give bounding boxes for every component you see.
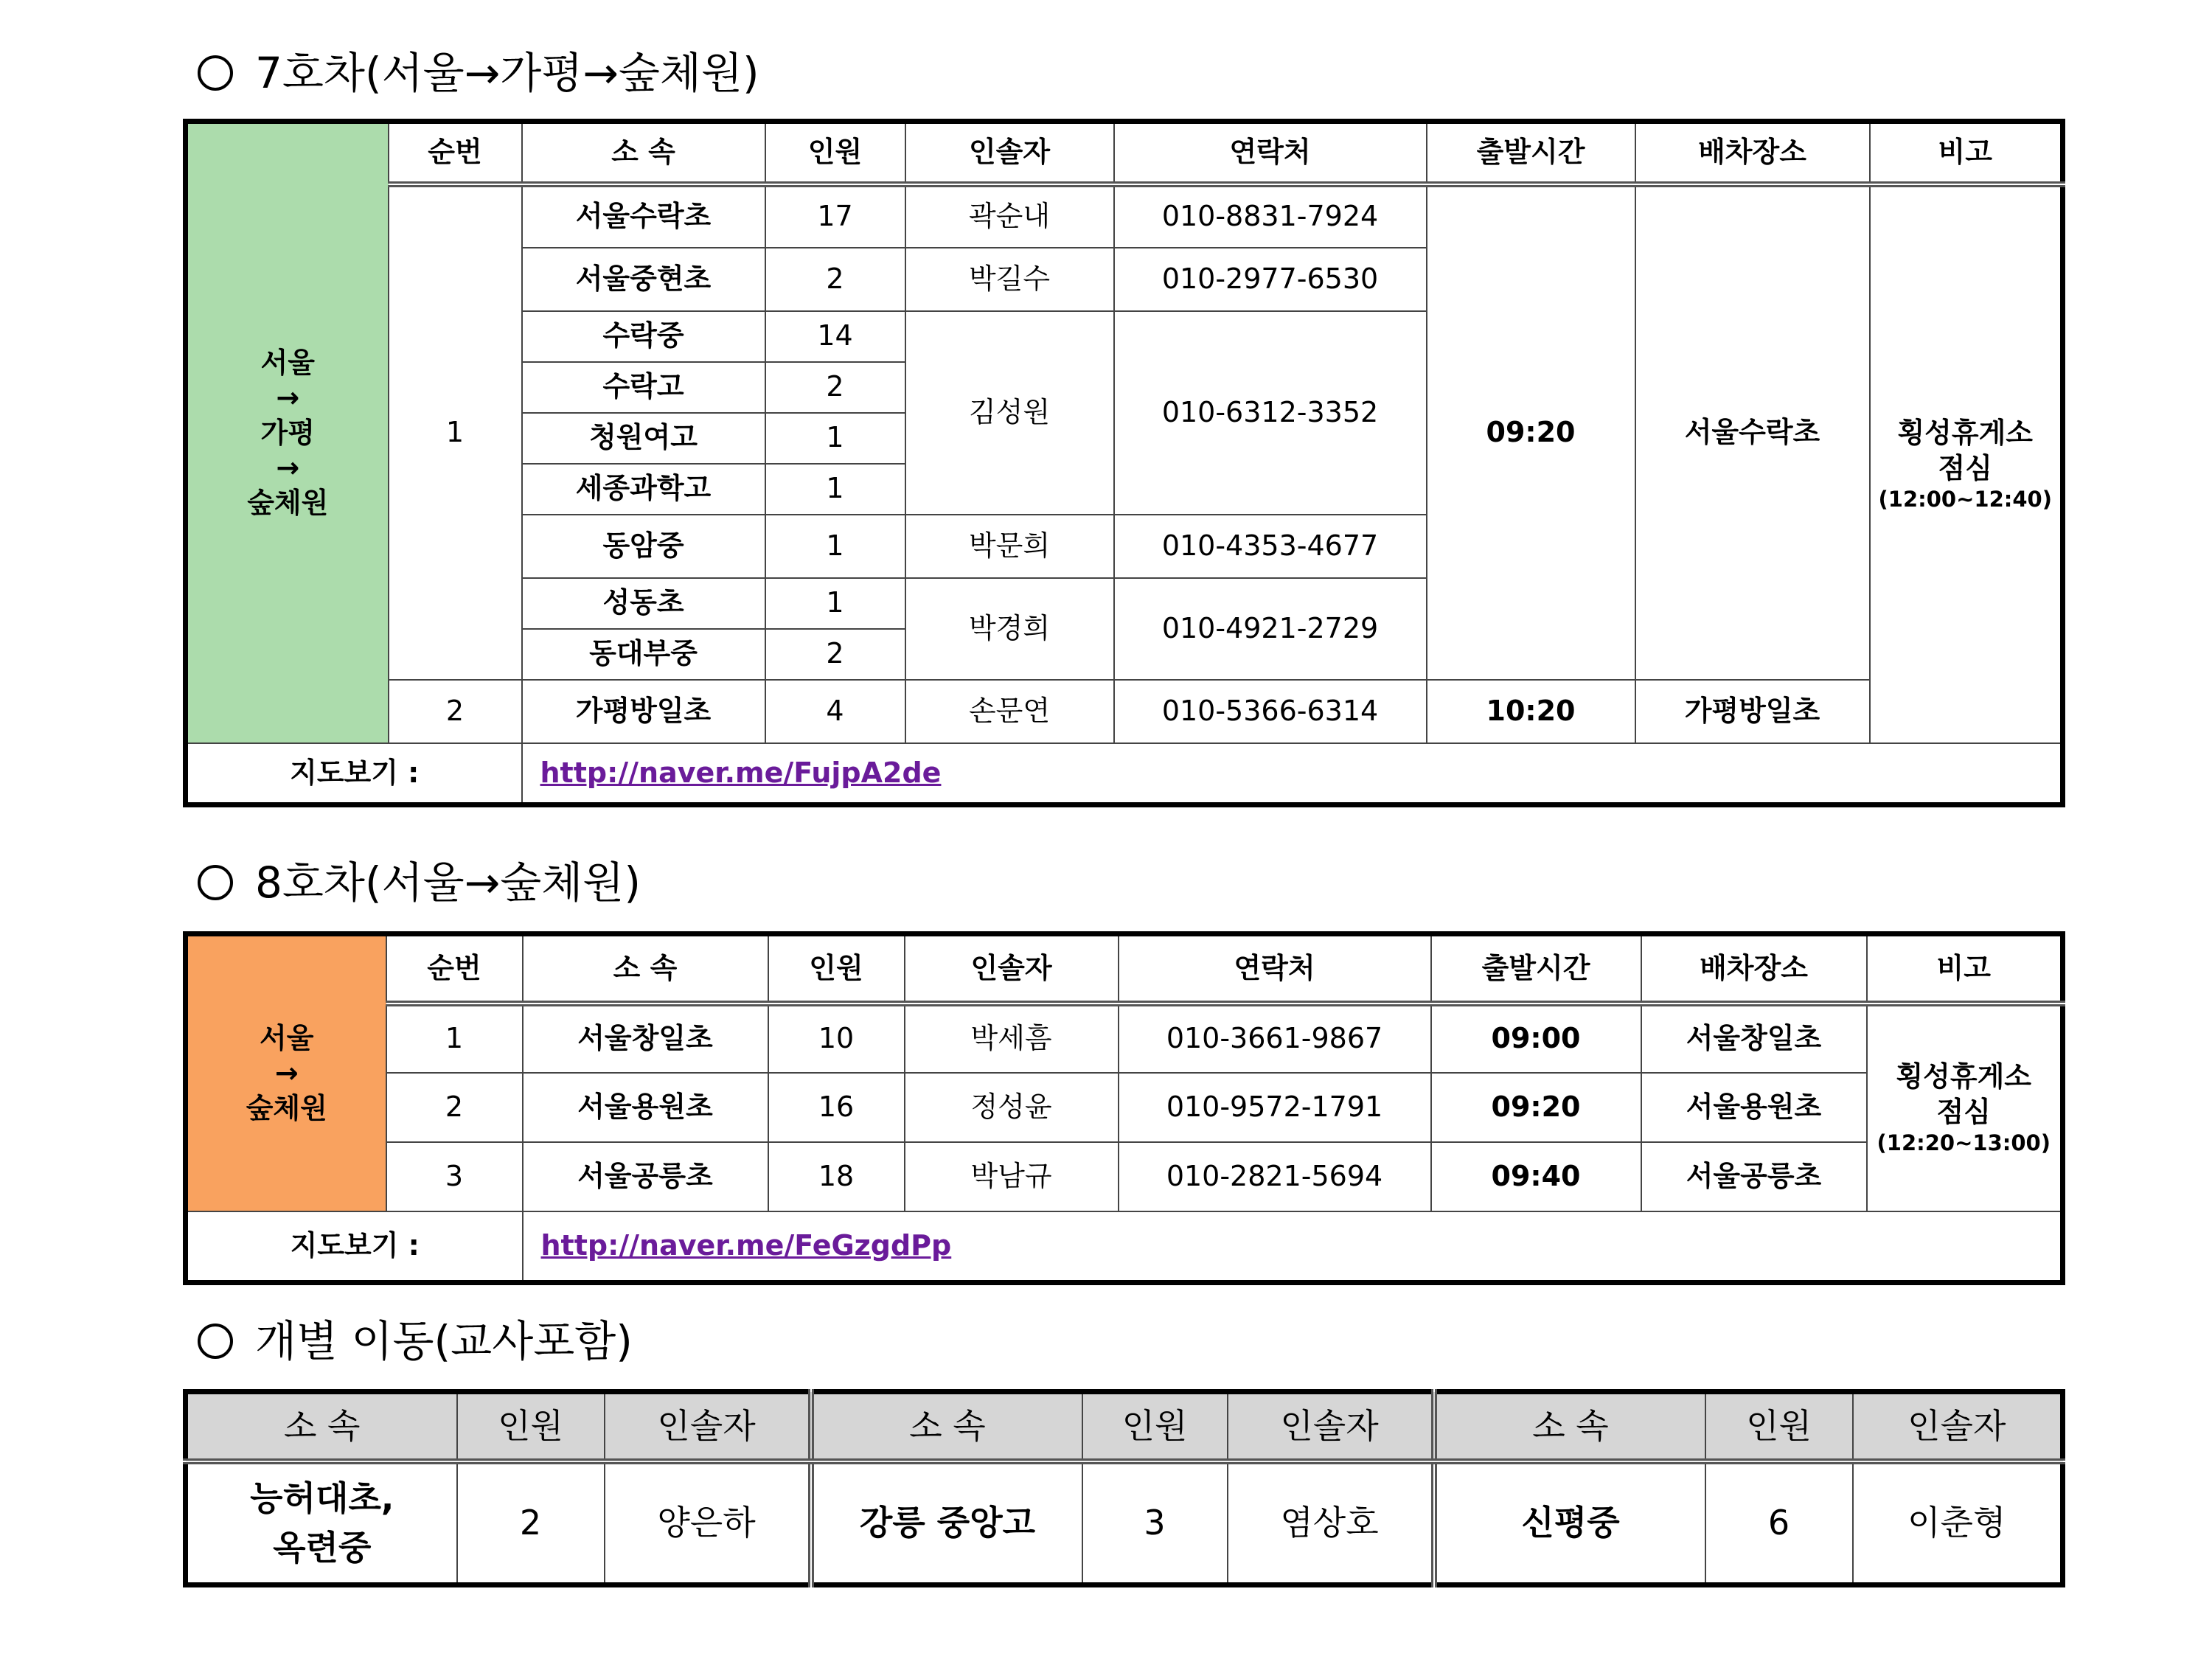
table-row [186, 1461, 2063, 1585]
leader-cell: 곽순내 [905, 184, 1114, 248]
car7-heading [198, 48, 759, 98]
phone-cell: 010-4921-2729 [1114, 578, 1427, 680]
car7-route-cell [186, 122, 389, 743]
count-cell: 14 [765, 311, 905, 362]
pickup-place-cell: 서울창일초 [1641, 1004, 1867, 1073]
count-cell: 1 [765, 413, 905, 464]
leader-cell: 김성원 [905, 311, 1114, 515]
school-cell: 수락고 [522, 362, 765, 413]
map-link[interactable]: http://naver.me/FeGzgdPp [540, 1229, 952, 1262]
header-depart-time: 출발시간 [1431, 934, 1641, 1004]
phone-cell: 010-2821-5694 [1119, 1142, 1431, 1211]
pickup-place-cell: 서울수락초 [1635, 184, 1870, 680]
route-destination: 숲체원 [246, 1091, 327, 1124]
school-cell: 서울중현초 [522, 248, 765, 311]
header-count: 인원 [765, 122, 905, 184]
header-contact: 연락처 [1114, 122, 1427, 184]
leader-cell: 박세흠 [905, 1004, 1119, 1073]
car8-route-cell [186, 934, 386, 1211]
map-row [186, 1211, 2063, 1283]
car8-title: 8호차(서울→숲체원) [255, 858, 641, 908]
school-cell: 수락중 [522, 311, 765, 362]
school-cell: 청원여고 [522, 413, 765, 464]
header-leader: 인솔자 [905, 934, 1119, 1004]
phone-cell: 010-8831-7924 [1114, 184, 1427, 248]
circle-bullet-icon [198, 1324, 233, 1359]
count-cell: 18 [768, 1142, 905, 1211]
header-leader: 인솔자 [1853, 1392, 2063, 1461]
header-affiliation: 소 속 [1434, 1392, 1705, 1461]
map-label: 지도보기 : [186, 743, 522, 805]
count-cell: 1 [765, 515, 905, 578]
individual-heading [198, 1316, 633, 1366]
school-cell: 능허대초, 옥련중 [186, 1461, 457, 1585]
phone-cell: 010-4353-4677 [1114, 515, 1427, 578]
count-cell: 2 [765, 362, 905, 413]
circle-bullet-icon [198, 865, 233, 900]
table-row [186, 680, 2063, 743]
phone-cell: 010-6312-3352 [1114, 311, 1427, 515]
leader-cell: 염상호 [1228, 1461, 1434, 1585]
note-text: 횡성휴게소 점심 [1896, 1060, 2032, 1128]
route-origin: 서울 [260, 1021, 314, 1054]
order-cell: 2 [389, 680, 522, 743]
school-cell: 서울창일초 [523, 1004, 768, 1073]
header-note: 비고 [1870, 122, 2063, 184]
map-row [186, 743, 2063, 805]
depart-time-cell: 09:20 [1427, 184, 1635, 680]
leader-cell: 박문희 [905, 515, 1114, 578]
leader-cell: 이춘형 [1853, 1461, 2063, 1585]
school-cell: 가평방일초 [522, 680, 765, 743]
individual-header-row [186, 1392, 2063, 1461]
map-link[interactable]: http://naver.me/FujpA2de [540, 756, 942, 789]
map-label: 지도보기 : [186, 1211, 523, 1283]
order-cell: 1 [389, 184, 522, 680]
school-cell: 서울공릉초 [523, 1142, 768, 1211]
school-cell: 서울수락초 [522, 184, 765, 248]
pickup-place-cell: 서울용원초 [1641, 1073, 1867, 1142]
count-cell: 16 [768, 1073, 905, 1142]
depart-time-cell: 09:00 [1431, 1004, 1641, 1073]
header-order: 순번 [389, 122, 522, 184]
note-cell [1870, 184, 2063, 743]
car8-header-row [186, 934, 2063, 1004]
header-count: 인원 [1082, 1392, 1228, 1461]
header-affiliation: 소 속 [522, 122, 765, 184]
count-cell: 4 [765, 680, 905, 743]
header-leader: 인솔자 [605, 1392, 811, 1461]
table-row [186, 1004, 2063, 1073]
car7-header-row [186, 122, 2063, 184]
route-stop: 가평 [260, 416, 315, 449]
header-leader: 인솔자 [1228, 1392, 1434, 1461]
table-row [186, 1073, 2063, 1142]
school-cell: 동암중 [522, 515, 765, 578]
header-note: 비고 [1867, 934, 2063, 1004]
leader-cell: 박경희 [905, 578, 1114, 680]
header-count: 인원 [768, 934, 905, 1004]
school-cell: 세종과학고 [522, 464, 765, 515]
pickup-place-cell: 가평방일초 [1635, 680, 1870, 743]
map-link-cell [523, 1211, 2063, 1283]
depart-time-cell: 09:20 [1431, 1073, 1641, 1142]
header-order: 순번 [386, 934, 523, 1004]
count-cell: 2 [765, 248, 905, 311]
individual-table [183, 1389, 2065, 1587]
count-cell: 3 [1082, 1461, 1228, 1585]
route-arrow: → [276, 381, 300, 414]
header-leader: 인솔자 [905, 122, 1114, 184]
header-pickup-place: 배차장소 [1635, 122, 1870, 184]
leader-cell: 정성윤 [905, 1073, 1119, 1142]
car7-title: 7호차(서울→가평→숲체원) [255, 48, 759, 98]
header-affiliation: 소 속 [811, 1392, 1082, 1461]
count-cell: 1 [765, 464, 905, 515]
header-count: 인원 [1705, 1392, 1853, 1461]
table-row [186, 184, 2063, 248]
circle-bullet-icon [198, 55, 233, 91]
header-affiliation: 소 속 [523, 934, 768, 1004]
school-cell: 성동초 [522, 578, 765, 629]
pickup-place-cell: 서울공릉초 [1641, 1142, 1867, 1211]
leader-cell: 손문연 [905, 680, 1114, 743]
school-cell: 동대부중 [522, 629, 765, 680]
individual-title: 개별 이동(교사포함) [255, 1316, 633, 1366]
depart-time-cell: 09:40 [1431, 1142, 1641, 1211]
count-cell: 6 [1705, 1461, 1853, 1585]
map-link-cell [522, 743, 2063, 805]
phone-cell: 010-5366-6314 [1114, 680, 1427, 743]
note-time: (12:00~12:40) [1878, 487, 2052, 512]
school-cell: 신평중 [1434, 1461, 1705, 1585]
leader-cell: 양은하 [605, 1461, 811, 1585]
car8-heading [198, 858, 641, 908]
order-cell: 2 [386, 1073, 523, 1142]
header-depart-time: 출발시간 [1427, 122, 1635, 184]
depart-time-cell: 10:20 [1427, 680, 1635, 743]
car8-table [183, 931, 2065, 1285]
header-count: 인원 [457, 1392, 605, 1461]
header-pickup-place: 배차장소 [1641, 934, 1867, 1004]
phone-cell: 010-9572-1791 [1119, 1073, 1431, 1142]
route-arrow: → [276, 451, 300, 484]
count-cell: 10 [768, 1004, 905, 1073]
car7-table [183, 119, 2065, 807]
header-contact: 연락처 [1119, 934, 1431, 1004]
table-row [186, 1142, 2063, 1211]
route-arrow: → [274, 1057, 299, 1089]
count-cell: 17 [765, 184, 905, 248]
route-origin: 서울 [260, 346, 315, 379]
order-cell: 1 [386, 1004, 523, 1073]
school-cell: 강릉 중앙고 [811, 1461, 1082, 1585]
phone-cell: 010-2977-6530 [1114, 248, 1427, 311]
count-cell: 2 [765, 629, 905, 680]
note-cell [1867, 1004, 2063, 1211]
route-destination: 숲체원 [247, 486, 329, 519]
order-cell: 3 [386, 1142, 523, 1211]
school-cell: 서울용원초 [523, 1073, 768, 1142]
note-time: (12:20~13:00) [1877, 1130, 2051, 1156]
count-cell: 2 [457, 1461, 605, 1585]
count-cell: 1 [765, 578, 905, 629]
phone-cell: 010-3661-9867 [1119, 1004, 1431, 1073]
leader-cell: 박길수 [905, 248, 1114, 311]
header-affiliation: 소 속 [186, 1392, 457, 1461]
note-text: 횡성휴게소 점심 [1897, 417, 2034, 484]
leader-cell: 박남규 [905, 1142, 1119, 1211]
